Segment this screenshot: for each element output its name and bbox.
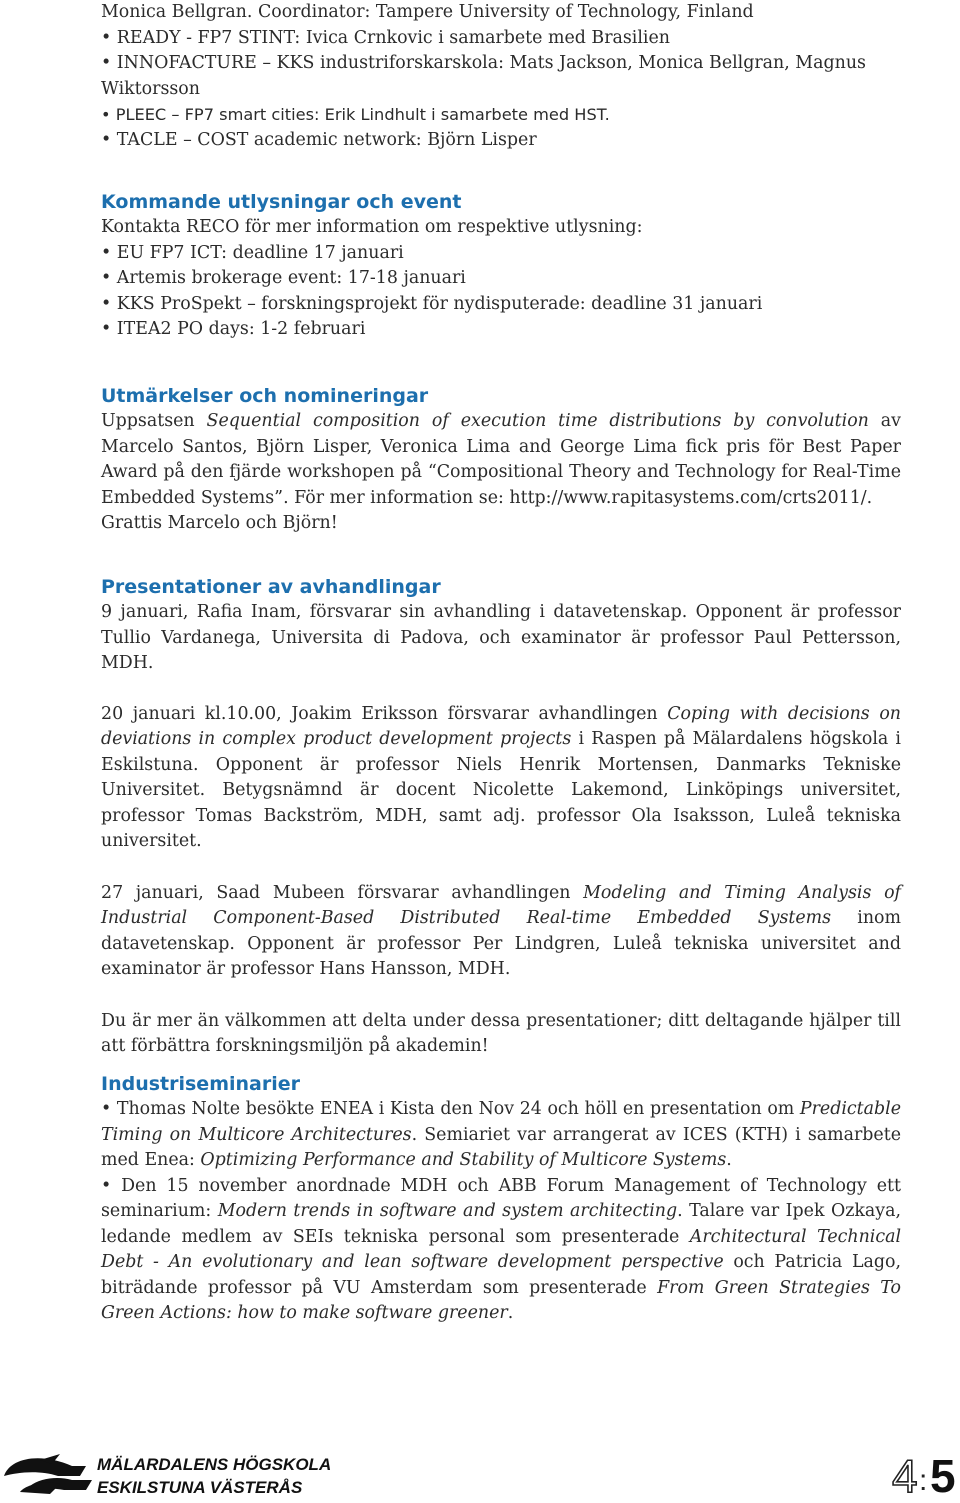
project-line: • TACLE – COST academic network: Björn Lisper — [101, 129, 537, 150]
talk-title: Optimizing Performance and Stability of Multicore Systems — [200, 1150, 727, 1170]
page-number-value: 5 — [930, 1450, 956, 1502]
project-line: • READY - FP7 STINT: Ivica Crnkovic i samarbete med Brasilien — [101, 27, 670, 48]
logo-line1: MÄLARDALENS HÖGSKOLA — [97, 1455, 332, 1474]
paragraph — [101, 1097, 901, 1174]
project-line: Wiktorsson — [101, 78, 200, 99]
section-kommande — [101, 189, 901, 343]
section-heading: Presentationer av avhandlingar — [101, 576, 441, 598]
text-run: . Talare var Ipek Ozkaya, ledande medlem av SEIs tekniska personal som presenterade — [101, 1201, 901, 1247]
section-industriseminarier — [101, 1071, 901, 1327]
university-logo — [0, 1446, 332, 1498]
page-separator: : — [919, 1464, 928, 1497]
paragraph — [101, 409, 901, 511]
section-heading: Utmärkelser och nomineringar — [101, 385, 429, 407]
paragraph: 9 januari, Rafia Inam, försvarar sin avhandling i datavetenskap. Opponent är professor Tullio Vardanega, Universita di Padova, och examinator är professor Paul Pettersson, MDH. — [101, 602, 901, 673]
list-item: • ITEA2 PO days: 1-2 februari — [101, 319, 366, 339]
paragraph: Grattis Marcelo och Björn! — [101, 513, 338, 533]
project-line: • INNOFACTURE – KKS industriforskarskola: Mats Jackson, Monica Bellgran, Magnus — [101, 53, 866, 73]
text-run: och Patricia Lago, biträdande professor på VU Amsterdam som presenterade — [101, 1252, 901, 1298]
paragraph — [101, 1174, 901, 1327]
section-heading: Industriseminarier — [101, 1073, 300, 1095]
paragraph — [101, 702, 901, 855]
project-list — [101, 0, 901, 153]
logo-emblem-icon — [4, 1454, 92, 1494]
text-run: . — [507, 1303, 514, 1323]
text-run: i Raspen på Mälardalens högskola i Eskilstuna. Opponent är professor Niels Henrik Mortensen, Danmarks Tekniske Universitet. Betygsnämnd är docent Nicolette Lakemond, Linköpings universitet, professor Tomas Backström, MDH, samt adj. professor Ola Isaksson, Luleå tekniska universitet. — [101, 729, 901, 851]
paragraph — [101, 881, 901, 983]
text-run: 27 januari, Saad Mubeen försvarar avhandlingen — [101, 882, 584, 903]
section-utmarkelser — [101, 383, 901, 537]
paragraph: Du är mer än välkommen att delta under dessa presentationer; ditt deltagande hjälper till att förbättra forskningsmiljön på akademin! — [101, 1010, 901, 1056]
project-line: Monica Bellgran. Coordinator: Tampere University of Technology, Finland — [101, 2, 754, 22]
list-item: • KKS ProSpekt – forskningsprojekt för nydisputerade: deadline 31 januari — [101, 293, 763, 314]
talk-title: Modern trends in software and system architecting — [217, 1201, 678, 1221]
text-run: av Marcelo Santos, Björn Lisper, Veronica Lima and George Lima fick pris för Best Paper Award på den fjärde workshopen på “Compositional Theory and Technology for Real-Time Embedded Systems”. För mer information se: http://www.rapitasystems.com/crts2011/. — [101, 411, 901, 508]
issue-number: 4 — [892, 1450, 918, 1502]
thesis-title: Coping with decisions on deviations in complex product development projects — [101, 703, 901, 749]
text-run: 20 januari kl.10.00, Joakim Eriksson försvarar avhandlingen — [101, 703, 668, 724]
paper-title: Sequential composition of execution time distributions by convolution — [206, 411, 869, 431]
project-line: • PLEEC – FP7 smart cities: Erik Lindhult i samarbete med HST. — [101, 105, 610, 124]
thesis-title: Modeling and Timing Analysis of Industrial Component-Based Distributed Real-time Embedded Systems — [101, 882, 901, 928]
text-run: inom datavetenskap. Opponent är professor Per Lindgren, Luleå tekniska universitet and examinator är professor Hans Hansson, MDH. — [101, 908, 901, 979]
text-run: • Den 15 november anordnade MDH och ABB Forum Management of Technology ett seminarium: — [101, 1175, 901, 1221]
text-run: . Semiariet var arrangerat av ICES (KTH) i samarbete med Enea: — [101, 1124, 901, 1170]
text-run: . — [726, 1150, 732, 1170]
section-presentationer — [101, 574, 901, 1060]
list-item: • EU FP7 ICT: deadline 17 januari — [101, 242, 404, 263]
list-item: • Artemis brokerage event: 17-18 januari — [101, 268, 466, 288]
text-run: • Thomas Nolte besökte ENEA i Kista den Nov 24 och höll en presentation om — [101, 1099, 800, 1119]
talk-title: From Green Strategies To Green Actions: how to make software greener — [101, 1277, 901, 1323]
logo-line2: ESKILSTUNA VÄSTERÅS — [97, 1478, 303, 1497]
text-run: Uppsatsen — [101, 411, 207, 431]
talk-title: Architectural Technical Debt - An evolutionary and lean software development perspective — [101, 1226, 901, 1272]
page-number — [890, 1440, 960, 1500]
talk-title: Predictable Timing on Multicore Architectures — [101, 1099, 901, 1145]
intro-text: Kontakta RECO för mer information om respektive utlysning: — [101, 217, 643, 237]
section-heading: Kommande utlysningar och event — [101, 191, 462, 213]
